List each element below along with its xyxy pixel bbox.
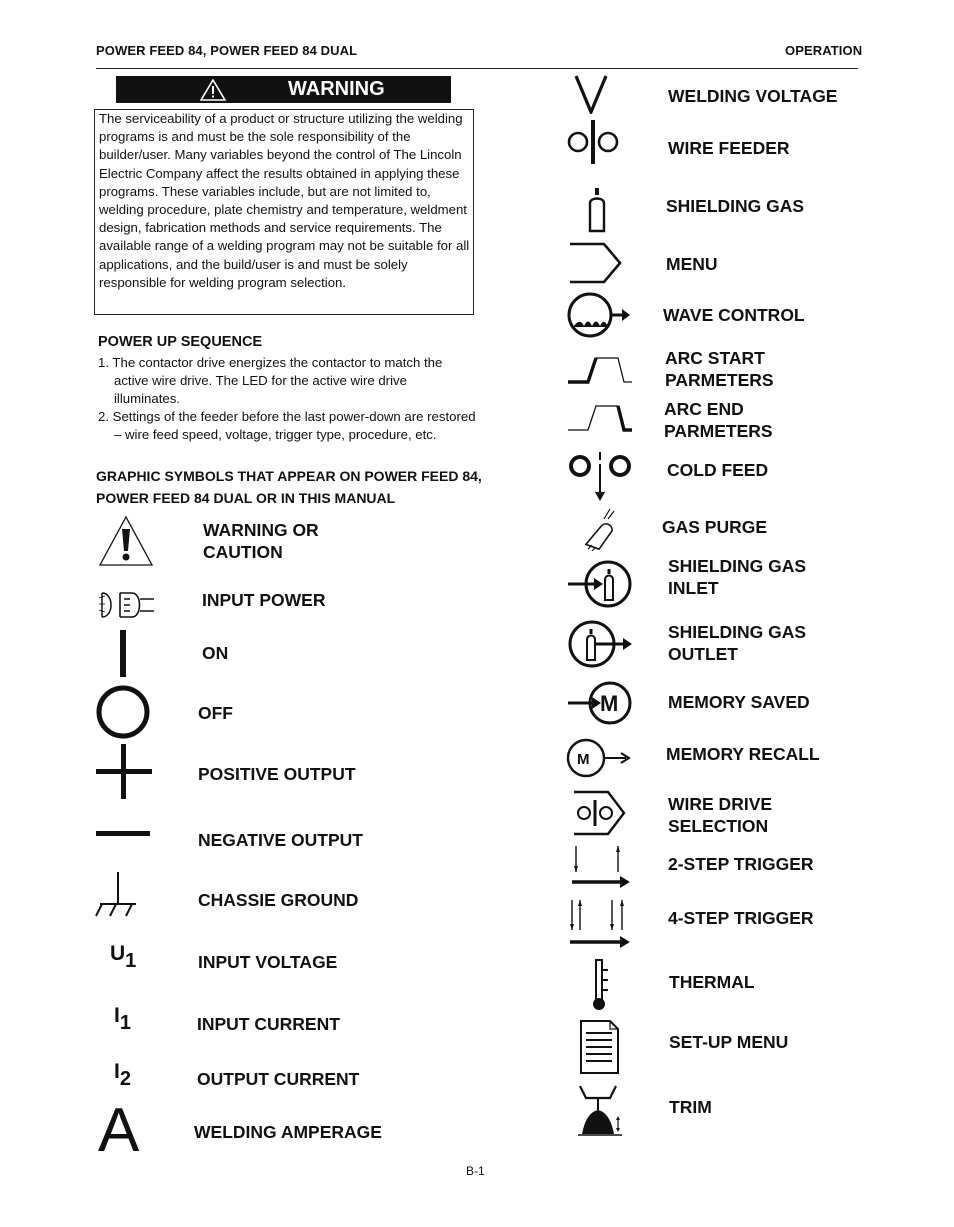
i2-subscript: 2: [119, 1068, 131, 1090]
input-current-symbol: [114, 1004, 131, 1034]
label-gas-purge: GAS PURGE: [662, 517, 768, 537]
output-current-symbol: [114, 1060, 131, 1090]
warning-triangle-icon: [200, 79, 226, 101]
menu-icon: [566, 240, 626, 286]
i-glyph: I: [114, 1004, 120, 1027]
label-thermal: THERMAL: [669, 972, 755, 992]
label-gas-outlet-1: SHIELDING GAS: [668, 622, 807, 642]
input-power-plug-icon: [98, 588, 156, 620]
label-input-current: INPUT CURRENT: [197, 1014, 340, 1034]
power-up-item-1: 1. The contactor drive energizes the contactor to match the active wire drive. The LED for the active wire drive illuminates.: [98, 355, 443, 406]
label-gas-outlet-2: OUTLET: [668, 644, 738, 664]
label-input-voltage: INPUT VOLTAGE: [198, 952, 338, 972]
negative-output-icon: [96, 830, 152, 838]
on-icon: [118, 630, 130, 678]
setup-menu-icon: [578, 1018, 622, 1076]
amperage-symbol: A: [98, 1096, 140, 1165]
warning-text: The serviceability of a product or structure utilizing the welding programs is and must be the sole responsibility of the builder/user. Many variables beyond the control of The Lincoln Electric Company affect the results obtained in applying these programs. These variables include, but are not limited to, welding procedure, plate chemistry and temperature, weldment design, fabrication methods and service requirements. The available range of a welding program may not be suitable for all applications, and the build/user is and must be solely responsible for welding program selection.: [94, 109, 474, 315]
warning-banner: [116, 76, 451, 103]
label-gas-inlet-1: SHIELDING GAS: [668, 556, 807, 576]
i2-glyph: I: [114, 1060, 120, 1083]
graphic-symbols-title-2: POWER FEED 84 DUAL OR IN THIS MANUAL: [96, 490, 396, 506]
label-arc-start-2: PARMETERS: [665, 370, 774, 390]
two-step-trigger-icon: [568, 842, 634, 890]
label-arc-start-1: ARC START: [665, 348, 765, 368]
label-gas-inlet-2: INLET: [668, 578, 719, 598]
label-four-step-trigger: 4-STEP TRIGGER: [668, 908, 814, 928]
wire-drive-selection-icon: [570, 788, 630, 838]
gas-inlet-icon: [566, 558, 634, 610]
memory-saved-m: M: [600, 691, 619, 716]
graphic-symbols-title-1: GRAPHIC SYMBOLS THAT APPEAR ON POWER FEED 84,: [96, 468, 482, 484]
label-two-step-trigger: 2-STEP TRIGGER: [668, 854, 814, 874]
label-warning-2: CAUTION: [203, 542, 283, 562]
label-chassis-ground: CHASSIE GROUND: [198, 890, 359, 910]
label-output-current: OUTPUT CURRENT: [197, 1069, 360, 1089]
u-subscript: 1: [125, 950, 137, 972]
label-memory-recall: MEMORY RECALL: [666, 744, 820, 764]
label-arc-end-1: ARC END: [664, 399, 744, 419]
power-up-title: POWER UP SEQUENCE: [98, 334, 263, 350]
gas-outlet-icon: [568, 618, 636, 670]
label-input-power: INPUT POWER: [202, 590, 326, 610]
label-wire-feeder: WIRE FEEDER: [668, 138, 790, 158]
label-arc-end-2: PARMETERS: [664, 421, 773, 441]
label-welding-voltage: WELDING VOLTAGE: [668, 86, 838, 106]
label-shielding-gas: SHIELDING GAS: [666, 196, 805, 216]
label-trim: TRIM: [669, 1097, 712, 1117]
page-number: B-1: [466, 1164, 485, 1178]
input-voltage-symbol: [110, 942, 137, 972]
label-warning-1: WARNING OR: [203, 520, 319, 540]
warning-title: WARNING: [288, 78, 385, 100]
label-menu: MENU: [666, 254, 718, 274]
shielding-gas-bottle-icon: [586, 187, 608, 233]
arc-start-icon: [566, 352, 634, 388]
label-off: OFF: [198, 703, 233, 723]
label-wire-drive-2: SELECTION: [668, 816, 769, 836]
cold-feed-icon: [568, 448, 634, 504]
label-cold-feed: COLD FEED: [667, 460, 769, 480]
label-memory-saved: MEMORY SAVED: [668, 692, 810, 712]
label-setup-menu: SET-UP MENU: [669, 1032, 789, 1052]
positive-output-icon: [96, 744, 154, 800]
label-welding-amperage: WELDING AMPERAGE: [194, 1122, 382, 1142]
memory-recall-m: M: [577, 751, 590, 768]
label-negative-output: NEGATIVE OUTPUT: [198, 830, 363, 850]
warning-caution-icon: [98, 515, 154, 567]
u-glyph: U: [110, 942, 126, 965]
memory-saved-icon: [566, 678, 634, 728]
voltage-icon: [574, 74, 610, 114]
chassis-ground-icon: [94, 872, 140, 920]
label-on: ON: [202, 643, 229, 663]
wave-control-icon: [566, 290, 632, 340]
power-up-item-2: 2. Settings of the feeder before the last power-down are restored – wire feed speed, voltage, trigger type, procedure, etc.: [98, 409, 476, 442]
header-rule: [96, 68, 858, 69]
four-step-trigger-icon: [566, 894, 634, 950]
trim-icon: [576, 1082, 624, 1138]
arc-end-icon: [566, 400, 634, 436]
gas-purge-icon: [584, 505, 618, 551]
wire-feeder-icon: [566, 118, 622, 166]
label-wave-control: WAVE CONTROL: [663, 305, 805, 325]
memory-recall-icon: [566, 736, 634, 782]
header-section: OPERATION: [785, 43, 863, 58]
header-title: POWER FEED 84, POWER FEED 84 DUAL: [96, 43, 358, 58]
label-positive-output: POSITIVE OUTPUT: [198, 764, 356, 784]
off-icon: [96, 685, 152, 741]
thermal-icon: [588, 958, 612, 1012]
i-subscript: 1: [119, 1012, 131, 1034]
label-wire-drive-1: WIRE DRIVE: [668, 794, 773, 814]
